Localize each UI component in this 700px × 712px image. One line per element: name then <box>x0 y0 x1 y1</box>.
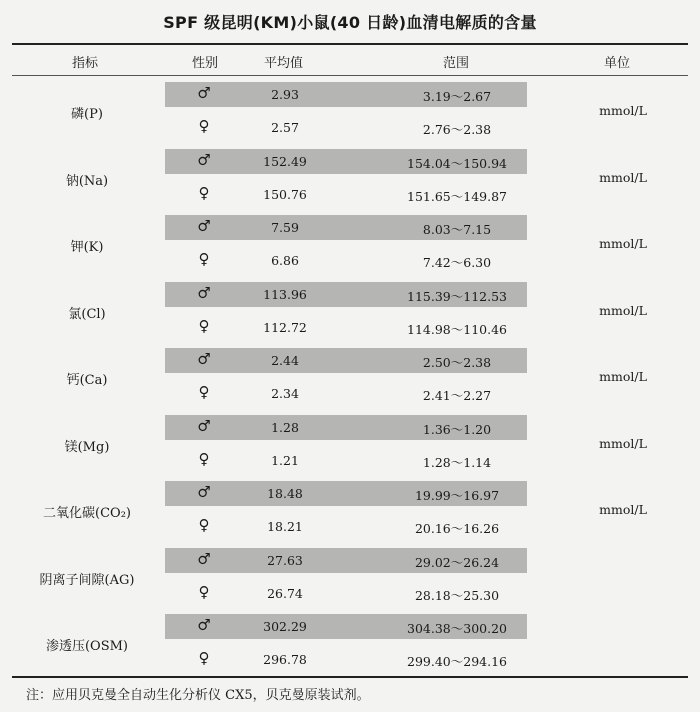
range-value: 8.03～7.15 <box>422 222 492 237</box>
range-value: 154.04～150.94 <box>407 155 507 171</box>
male-row <box>12 546 688 575</box>
mean-value: 152.49 <box>263 153 307 169</box>
range-value: 2.76～2.38 <box>422 122 492 137</box>
table-title: SPF 级昆明(KM)小鼠(40 日龄)血清电解质的含量 <box>163 13 537 32</box>
parameter-name: 氯(Cl) <box>68 306 106 322</box>
unit-cell: mmol/L <box>599 302 647 318</box>
mean-value: 27.63 <box>267 552 303 568</box>
range-value: 115.39～112.53 <box>407 288 507 304</box>
female-row <box>12 645 688 674</box>
sex-symbol: ♀ <box>198 516 210 534</box>
male-row <box>12 413 688 442</box>
range-value: 28.18～25.30 <box>414 587 500 603</box>
range-value: 114.98～110.46 <box>407 321 507 337</box>
table-row-group <box>12 80 688 147</box>
range-value: 7.42～6.30 <box>422 255 492 270</box>
sex-symbol: ♀ <box>198 582 210 601</box>
unit-cell: mmol/L <box>599 369 647 384</box>
mean-value: 302.29 <box>263 619 307 634</box>
mean-value: 1.21 <box>271 452 299 468</box>
sex-symbol: ♀ <box>198 117 210 135</box>
table-row-group <box>12 280 688 347</box>
female-row <box>12 246 688 275</box>
mean-value: 2.93 <box>271 87 299 102</box>
range-value: 304.38～300.20 <box>407 621 507 636</box>
female-row <box>12 446 688 475</box>
sex-symbol: ♂ <box>197 416 211 435</box>
table-note: 注：应用贝克曼全自动生化分析仪 CX5，贝克曼原装试剂。 <box>26 688 370 703</box>
header-range: 范围 <box>443 56 470 71</box>
mean-value: 18.48 <box>267 486 303 501</box>
sex-symbol: ♀ <box>198 316 210 335</box>
male-row <box>12 80 688 109</box>
sex-symbol: ♂ <box>197 283 211 302</box>
table-row-group <box>12 346 688 413</box>
range-value: 20.16～16.26 <box>414 521 500 536</box>
table-header <box>12 45 688 76</box>
parameter-name: 阴离子间隙(AG) <box>39 572 135 588</box>
unit-cell: mmol/L <box>599 502 647 517</box>
sex-symbol: ♀ <box>198 449 210 468</box>
sex-symbol: ♂ <box>197 217 211 235</box>
table-row-group <box>12 213 688 280</box>
sex-symbol: ♀ <box>198 183 210 202</box>
range-value: 19.99～16.97 <box>414 488 500 503</box>
mean-value: 18.21 <box>267 519 303 534</box>
mean-value: 112.72 <box>263 319 307 335</box>
range-value: 3.19～2.67 <box>422 89 492 104</box>
document-page <box>12 0 688 712</box>
table-row-group <box>12 612 688 679</box>
header-sex: 性别 <box>192 56 219 71</box>
unit-cell: mmol/L <box>599 236 647 251</box>
bottom-rule <box>12 676 688 678</box>
male-row <box>12 612 688 641</box>
unit-cell: mmol/L <box>599 103 647 118</box>
unit-cell: mmol/L <box>599 169 647 185</box>
female-row <box>12 579 688 608</box>
male-row <box>12 280 688 309</box>
male-row <box>12 213 688 242</box>
sex-symbol: ♂ <box>197 483 211 501</box>
parameter-name: 钾(K) <box>70 240 104 255</box>
unit-cell: mmol/L <box>599 435 647 451</box>
mean-value: 7.59 <box>271 220 299 235</box>
parameter-name: 钠(Na) <box>65 173 109 189</box>
male-row <box>12 346 688 375</box>
table-row-group <box>12 413 688 480</box>
female-row <box>12 113 688 142</box>
sex-symbol: ♂ <box>197 150 211 169</box>
female-row <box>12 313 688 342</box>
mean-value: 6.86 <box>271 253 299 268</box>
parameter-name: 二氧化碳(CO₂) <box>43 506 131 521</box>
mean-value: 2.57 <box>271 120 299 135</box>
table-row-group <box>12 546 688 613</box>
sex-symbol: ♂ <box>197 549 211 568</box>
mean-value: 1.28 <box>271 419 299 435</box>
mean-value: 26.74 <box>267 585 303 601</box>
range-value: 299.40～294.16 <box>407 654 507 669</box>
range-value: 151.65～149.87 <box>407 188 507 204</box>
table-body <box>12 80 688 679</box>
sex-symbol: ♂ <box>197 616 211 634</box>
parameter-name: 渗透压(OSM) <box>45 639 129 654</box>
range-value: 1.36～1.20 <box>422 421 492 437</box>
sex-symbol: ♀ <box>198 649 210 667</box>
sex-symbol: ♀ <box>198 383 210 401</box>
range-value: 29.02～26.24 <box>414 554 500 570</box>
female-row <box>12 379 688 408</box>
parameter-name: 磷(P) <box>71 107 103 122</box>
sex-symbol: ♀ <box>198 250 210 268</box>
table-row-group <box>12 479 688 546</box>
header-param: 指标 <box>72 56 99 71</box>
mean-value: 2.44 <box>271 353 299 368</box>
male-row <box>12 147 688 176</box>
header-unit: 单位 <box>604 56 631 71</box>
female-row <box>12 512 688 541</box>
range-value: 2.41～2.27 <box>422 388 492 403</box>
sex-symbol: ♂ <box>197 84 211 102</box>
mean-value: 150.76 <box>263 186 307 202</box>
sex-symbol: ♂ <box>197 350 211 368</box>
female-row <box>12 180 688 209</box>
parameter-name: 钙(Ca) <box>66 373 108 388</box>
range-value: 2.50～2.38 <box>422 355 492 370</box>
male-row <box>12 479 688 508</box>
range-value: 1.28～1.14 <box>422 454 492 470</box>
mean-value: 2.34 <box>271 386 299 401</box>
mean-value: 296.78 <box>263 652 307 667</box>
header-mean: 平均值 <box>264 56 304 71</box>
mean-value: 113.96 <box>263 286 307 302</box>
table-row-group <box>12 147 688 214</box>
parameter-name: 镁(Mg) <box>64 439 110 455</box>
